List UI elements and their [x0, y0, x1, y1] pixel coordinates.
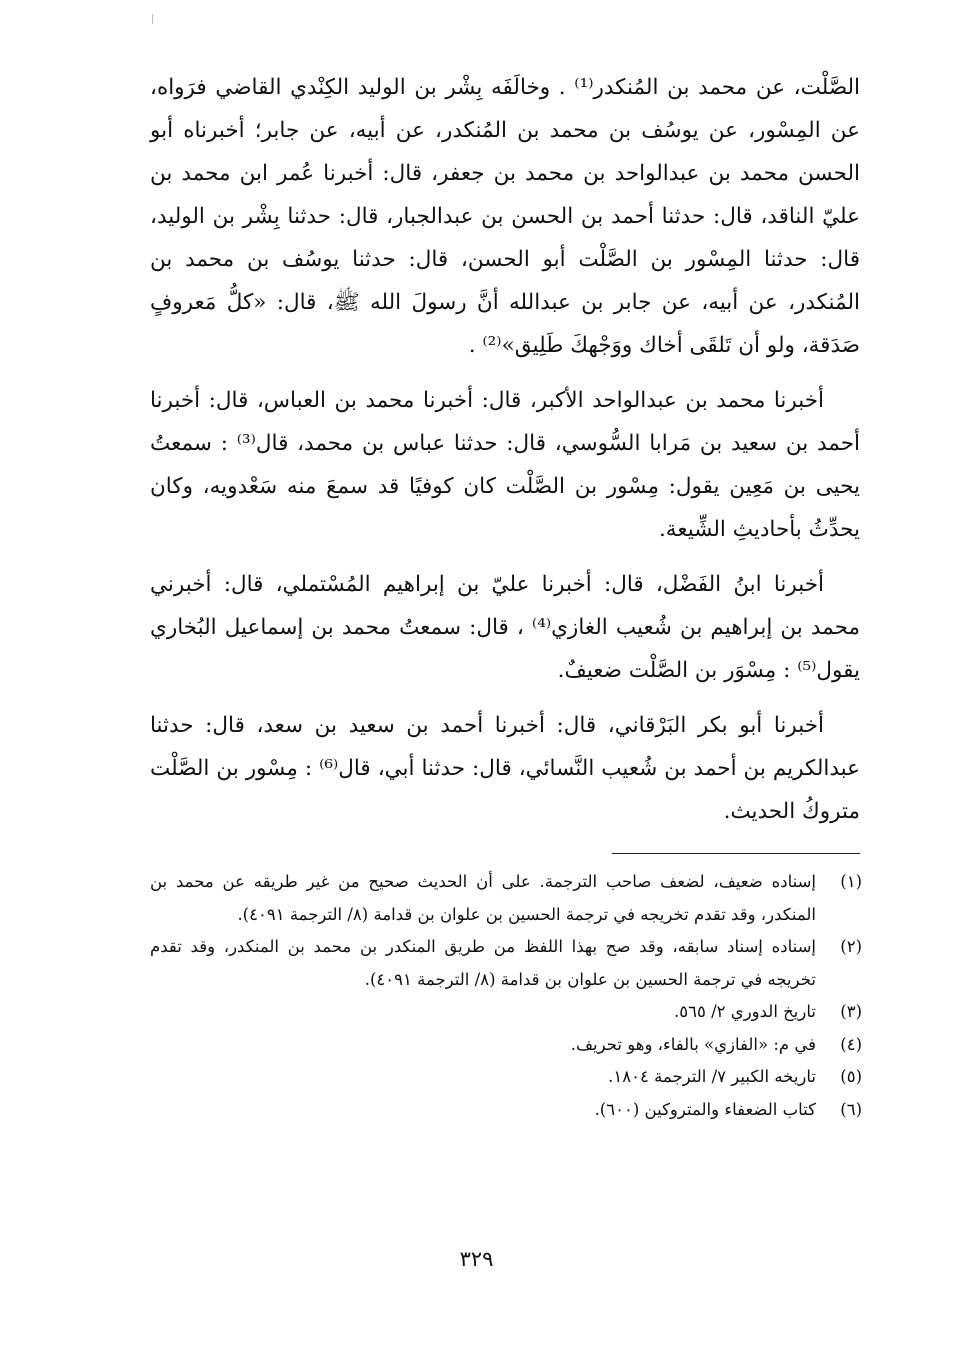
footnote-4	[150, 1029, 862, 1062]
footnotes-section	[150, 866, 862, 1126]
footnote-number: (٥)	[840, 1067, 862, 1086]
footnote-number: (٣)	[840, 1002, 862, 1021]
paragraph-1: الصَّلْت، عن محمد بن المُنكدر⁽¹⁾ . وخالَفَه بِشْر بن الوليد الكِنْدي القاضي فرَواه، عن المِسْور، عن يوسُف بن محمد بن المُنكدر، عن أبيه، عن جابر؛ أخبرناه أبو الحسن محمد بن عبدالواحد بن محمد بن جعفر، قال: أخبرنا عُمر ابن محمد بن عليّ الناقد، قال: حدثنا أحمد بن الحسن بن عبدالجبار، قال: حدثنا بِشْر بن الوليد، قال: حدثنا المِسْور بن الصَّلْت أبو الحسن، قال: حدثنا يوسُف بن محمد بن المُنكدر، عن أبيه، عن جابر بن عبدالله أنَّ رسولَ الله ﷺ، قال: «كلُّ مَعروفٍ صَدَقة، ولو أن تَلقَى أخاك ووَجْهكَ طَلِيق»⁽²⁾ .	[150, 75, 860, 358]
footnote-6	[150, 1094, 862, 1127]
paragraph-3: أخبرنا ابنُ الفَضْل، قال: أخبرنا عليّ بن إبراهيم المُسْتملي، قال: أخبرني محمد بن إبراهيم بن شُعيب الغازي⁽⁴⁾ ، قال: سمعتُ محمد بن إسماعيل البُخاري يقول⁽⁵⁾ : مِسْوَر بن الصَّلْت ضعيفٌ.	[150, 572, 860, 683]
footnote-text: إسناده ضعيف، لضعف صاحب الترجمة. على أن الحديث صحيح من غير طريقه عن محمد بن المنكدر، وقد تقدم تخريجه في ترجمة الحسين بن علوان بن قدامة (٨/ الترجمة ٤٠٩١).	[150, 872, 816, 924]
footnote-2	[150, 931, 862, 996]
footnote-5	[150, 1061, 862, 1094]
footnote-number: (٦)	[840, 1099, 862, 1119]
paragraph-4: أخبرنا أبو بكر البَرْقاني، قال: أخبرنا أحمد بن سعيد بن سعد، قال: حدثنا عبدالكريم بن أحمد بن شُعيب النَّسائي، قال: حدثنا أبي، قال⁽⁶⁾ : مِسْور بن الصَّلْت متروكُ الحديث.	[150, 713, 860, 824]
footnote-text: في م: «الفازي» بالفاء، وهو تحريف.	[570, 1034, 816, 1054]
footnote-number: (٤)	[840, 1034, 862, 1054]
footnote-text: كتاب الضعفاء والمتروكين (٦٠٠).	[594, 1099, 816, 1119]
footnote-number: (١)	[840, 872, 862, 891]
footnote-3	[150, 996, 862, 1029]
footnote-divider	[612, 853, 860, 854]
main-text	[150, 66, 860, 833]
footnote-text: إسناده إسناد سابقه، وقد صح بهذا اللفظ من طريق المنكدر بن محمد بن المنكدر، وقد تقدم تخريجه في ترجمة الحسين بن علوان بن قدامة (٨/ الترجمة ٤٠٩١).	[150, 937, 816, 989]
footnote-text: تاريخ الدوري ٢/ ٥٦٥.	[674, 1002, 816, 1021]
page-number: ٣٢٩	[459, 1247, 494, 1271]
scan-mark	[152, 14, 153, 24]
footnote-text: تاريخه الكبير ٧/ الترجمة ١٨٠٤.	[608, 1067, 816, 1086]
footnote-1	[150, 866, 862, 931]
paragraph-2: أخبرنا محمد بن عبدالواحد الأكبر، قال: أخبرنا محمد بن العباس، قال: أخبرنا أحمد بن سعيد بن مَرابا السُّوسي، قال: حدثنا عباس بن محمد، قال⁽³⁾ : سمعتُ يحيى بن مَعِين يقول: مِسْور بن الصَّلْت كان كوفيًا قد سمعَ منه سَعْدويه، وكان يحدِّثُ بأحاديثِ الشِّيعة.	[150, 388, 861, 542]
footnote-number: (٢)	[840, 937, 862, 956]
